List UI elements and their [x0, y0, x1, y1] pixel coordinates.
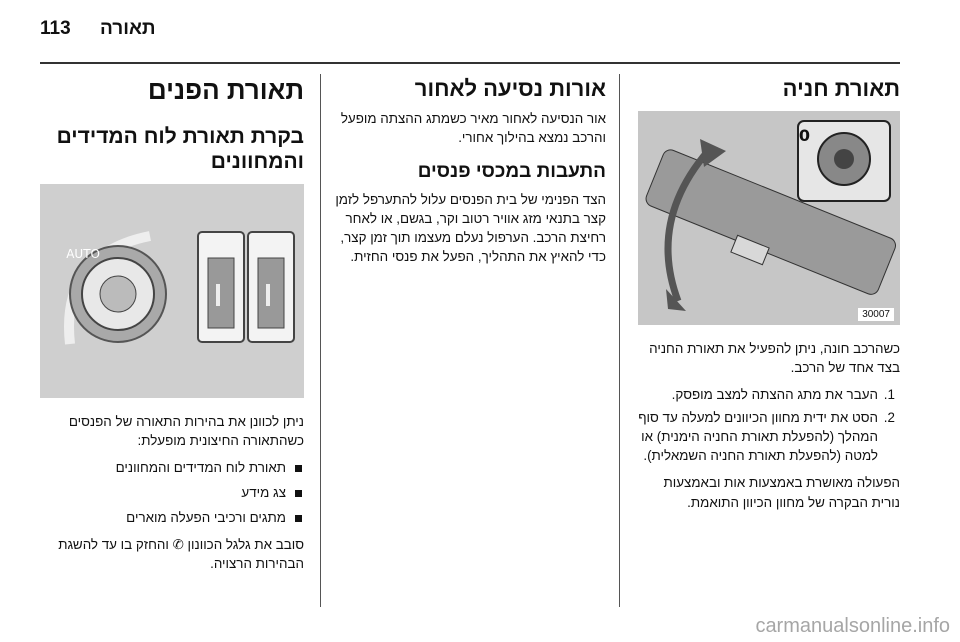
auto-label: AUTO — [66, 247, 100, 262]
instrument-panel-subtitle: בקרת תאורת לוח המדידים והמחוונים — [56, 124, 304, 174]
interior-bullet: תאורת לוח המדידים והמחוונים — [40, 458, 304, 477]
fogged-covers-text: הצד הפנימי של בית הפנסים עלול להתערפל לזמן קצר בתנאי מזג אוויר רטוב וקר, בגשם, או לאחר רחיצת הרכב. הערפול נעלם מעצמו תוך זמן קצר, כדי להאיץ את התהליך, הפעל את פנסי החזית. — [335, 192, 606, 265]
parking-steps — [638, 385, 900, 465]
light-switch-figure — [40, 184, 304, 398]
interior-bullets — [40, 458, 304, 527]
watermark: carmanualsonline.info — [755, 615, 950, 637]
turn-signal-lever-figure — [638, 111, 900, 325]
interior-bullet: צג מידע — [40, 483, 304, 502]
parking-step: 2. הסט את ידית מחוון הכיוונים למעלה עד סוף המהלך (להפעלת תאורת החניה הימנית) או למטה (להפעלת תאורת החניה השמאלית). — [638, 408, 880, 465]
column-divider — [619, 74, 620, 607]
parking-step: 1. העבר את מתג ההצתה למצב מופסק. — [638, 385, 880, 404]
reversing-lights-section — [330, 70, 606, 274]
interior-lighting-section — [40, 70, 304, 581]
parking-lights-title: תאורת חניה — [782, 76, 900, 101]
interior-instruction: סובב את גלגל הכוונון ✆ והחזק בו עד להשגת הבהירות הרצויה. — [58, 537, 304, 572]
turn-signal-lever-illustration — [638, 111, 900, 325]
interior-intro: ניתן לכוונן את בהירות התאורה של הפנסים כשהתאורה החיצונית מופעלת: — [68, 414, 304, 449]
parking-intro: כשהרכב חונה, ניתן להפעיל את תאורת החניה בצד אחד של הרכב. — [649, 341, 900, 376]
interior-lighting-title: תאורת הפנים — [147, 75, 304, 105]
parking-lights-section — [638, 70, 900, 520]
parking-note: הפעולה מאושרת באמצעות אות ובאמצעות נורית הבקרה של מחוון הכיוון התואמת. — [663, 475, 900, 510]
svg-text:0: 0 — [798, 126, 810, 146]
page-number: 113 — [40, 18, 71, 39]
reversing-lights-text: אור הנסיעה לאחור מאיר כשמתג ההצתה מופעל והרכב נמצא בהילוך אחורי. — [340, 111, 606, 146]
header-rule — [40, 62, 900, 64]
running-title: תאורה — [100, 18, 156, 39]
page-header — [0, 0, 960, 60]
light-switch-illustration — [40, 184, 304, 398]
interior-bullet: מתגים ורכיבי הפעלה מוארים — [40, 508, 304, 527]
column-divider — [320, 74, 321, 607]
fogged-covers-title: התעבות במכסי פנסים — [417, 161, 606, 183]
figure-code: 30007 — [858, 308, 894, 321]
reversing-lights-title: אורות נסיעה לאחור — [414, 76, 606, 101]
